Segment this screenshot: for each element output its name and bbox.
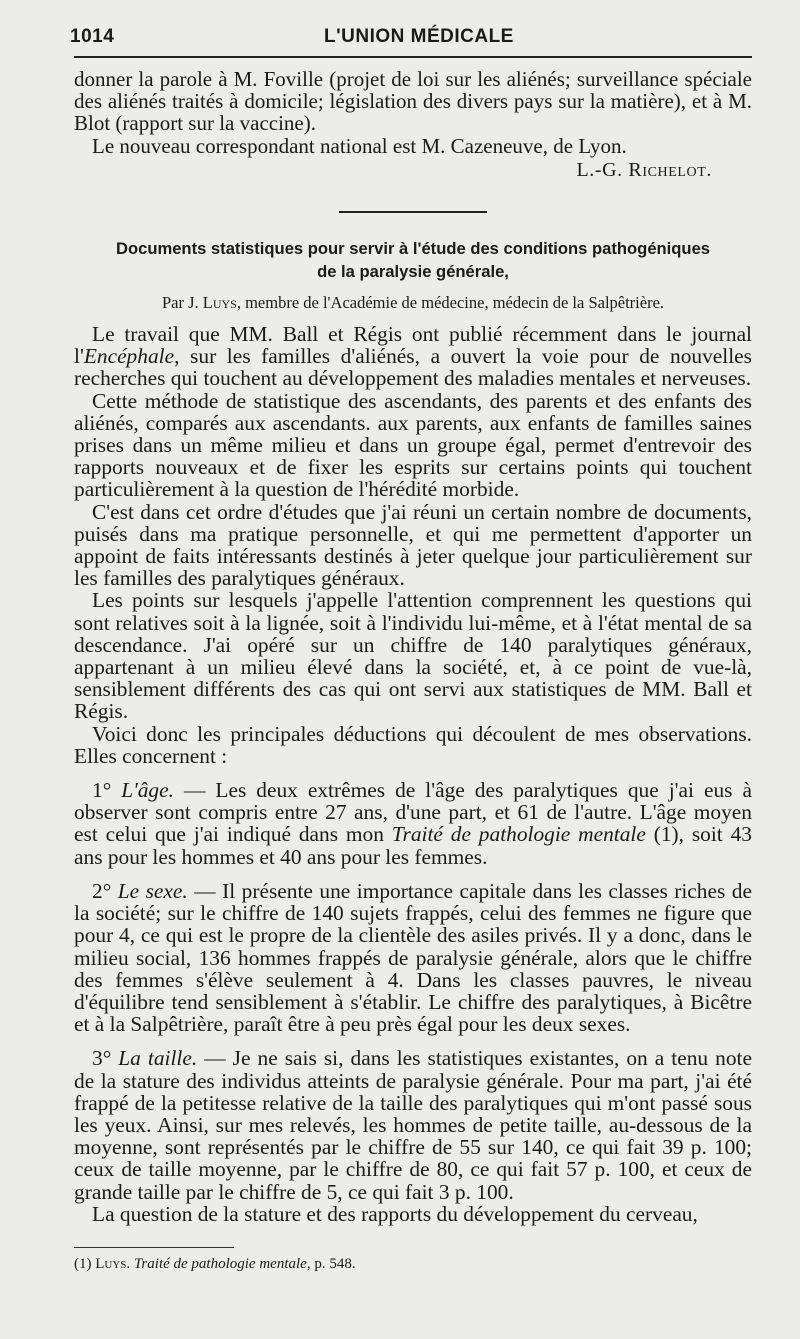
section-number: 1°	[92, 778, 122, 803]
intro-section	[74, 68, 752, 181]
author-line	[74, 293, 752, 313]
book-title: Traité de pathologie mentale	[391, 822, 646, 847]
article-title-line: de la paralysie générale,	[317, 262, 509, 282]
running-head	[70, 22, 752, 52]
header-rule	[74, 56, 752, 58]
section-heading: La taille.	[118, 1046, 198, 1071]
article-paragraph: Cette méthode de statistique des ascendants, des parents et des enfants des aliénés, comparés aux ascendants. aux parents, aux enfants de familles saines prises dans un même milieu et dans un groupe égal, permet d'entrevoir des rapports nouveaux et de fixer les esprits sur certains points qui touchent particulièrement à la question de l'hérédité morbide.	[74, 388, 752, 502]
section-age	[74, 779, 752, 868]
text-run: — Les deux extrêmes de l'âge des paralytiques que j'ai eus à observer sont compris entre 27 ans, d'une part, et 61 de l'autre. L'âge moyen est celui que j'ai indiqué dans mon	[74, 778, 752, 847]
section-height	[74, 1047, 752, 1202]
article-paragraph: La question de la stature et des rapports du développement du cerveau,	[92, 1201, 698, 1226]
intro-paragraph: donner la parole à M. Foville (projet de loi sur les aliénés; surveillance spéciale des aliénés traités à domicile; législation des divers pays sur la matière), et à M. Blot (rapport sur la vaccine).	[74, 67, 752, 136]
page-number: 1014	[70, 26, 115, 47]
section-heading: Le sexe.	[117, 878, 188, 903]
article-title-line: Documents statistiques pour servir à l'étude des conditions pathogéniques	[115, 239, 711, 259]
article-paragraph: Les points sur lesquels j'appelle l'attention comprennent les questions qui sont relatives soit à la lignée, soit à l'individu lui-même, et à l'état mental de sa descendance. J'ai opéré sur un chiffre de 140 paralytiques généraux, appartenant à un milieu élevé dans la société, et, à ce point de vue-là, sensiblement différents des cas qui ont servi aux statistiques de MM. Ball et Régis.	[74, 588, 752, 724]
article-paragraph	[74, 323, 752, 390]
author-affiliation: , membre de l'Académie de médecine, médecin de la Salpêtrière.	[236, 293, 665, 313]
footnote-rule	[74, 1247, 234, 1248]
text-run: Le travail que MM. Ball et Régis ont publié récemment dans le journal l'	[74, 322, 752, 369]
section-number: 2°	[92, 878, 118, 903]
journal-name: Encéphale	[83, 344, 175, 369]
article-title	[74, 237, 752, 283]
footnote-marker: (1)	[74, 1255, 96, 1272]
footnote-title: Traité de pathologie mentale,	[130, 1255, 311, 1272]
footnote-page: p. 548.	[310, 1255, 356, 1272]
journal-title: L'UNION MÉDICALE	[324, 26, 514, 47]
text-run: (1), soit 43 ans pour les hommes et 40 ans pour les femmes.	[74, 822, 752, 869]
signature: L.-G. Richelot.	[576, 158, 712, 181]
intro-paragraph-correspondent: Le nouveau correspondant national est M. Cazeneuve, de Lyon.	[92, 133, 627, 158]
author-prefix: Par J.	[161, 293, 203, 313]
article-paragraph: Voici donc les principales déductions qui découlent de mes observations. Elles concernent :	[74, 721, 752, 768]
section-separator	[339, 211, 487, 213]
text-run: — Il présente une importance capitale dans les classes riches de la société; sur le chiffre de 140 sujets frappés, celui des femmes ne figure que pour 4, ce qui est le propre de la clientèle des asiles privés. Il y a donc, dans le milieu social, 136 hommes frappés de paralysie générale, alors que le chiffre des femmes s'élève seulement à 4. Dans les classes pauvres, le niveau d'équilibre tend sensiblement à s'établir. Le chiffre des paralytiques, à Bicêtre et à la Salpêtrière, paraît être à peu près égal pour les deux sexes.	[74, 878, 752, 1037]
text-run: — Je ne sais si, dans les statistiques existantes, on a tenu note de la stature des individus atteints de paralysie générale. Pour ma part, j'ai été frappé de la petitesse relative de la taille des paralytiques qui m'ont passé sous les yeux. Ainsi, sur mes relevés, les hommes de petite taille, au-dessous de la moyenne, sont représentés par le chiffre de 55 sur 140, ce qui fait 39 p. 100; ceux de taille moyenne, par le chiffre de 80, ce qui fait 57 p. 100, et ceux de grande taille par le chiffre de 5, ce qui fait 3 p. 100.	[74, 1046, 752, 1204]
section-sex	[74, 880, 752, 1035]
section-heading: L'âge.	[121, 778, 174, 803]
text-run: , sur les familles d'aliénés, a ouvert la voie pour de nouvelles recherches qui touchent au développement des maladies mentales et nerveuses.	[74, 344, 752, 391]
article-paragraph: C'est dans cet ordre d'études que j'ai réuni un certain nombre de documents, puisés dans ma pratique personnelle, et qui me permettent d'apporter un appoint de faits intéressants destinés à jeter quelque jour particulièrement sur les familles des paralytiques généraux.	[74, 499, 752, 591]
footnote-author: Luys.	[95, 1255, 131, 1272]
footnote	[74, 1256, 752, 1273]
author-name: Luys	[202, 293, 237, 313]
article-body	[74, 323, 752, 1225]
section-number: 3°	[92, 1046, 119, 1071]
